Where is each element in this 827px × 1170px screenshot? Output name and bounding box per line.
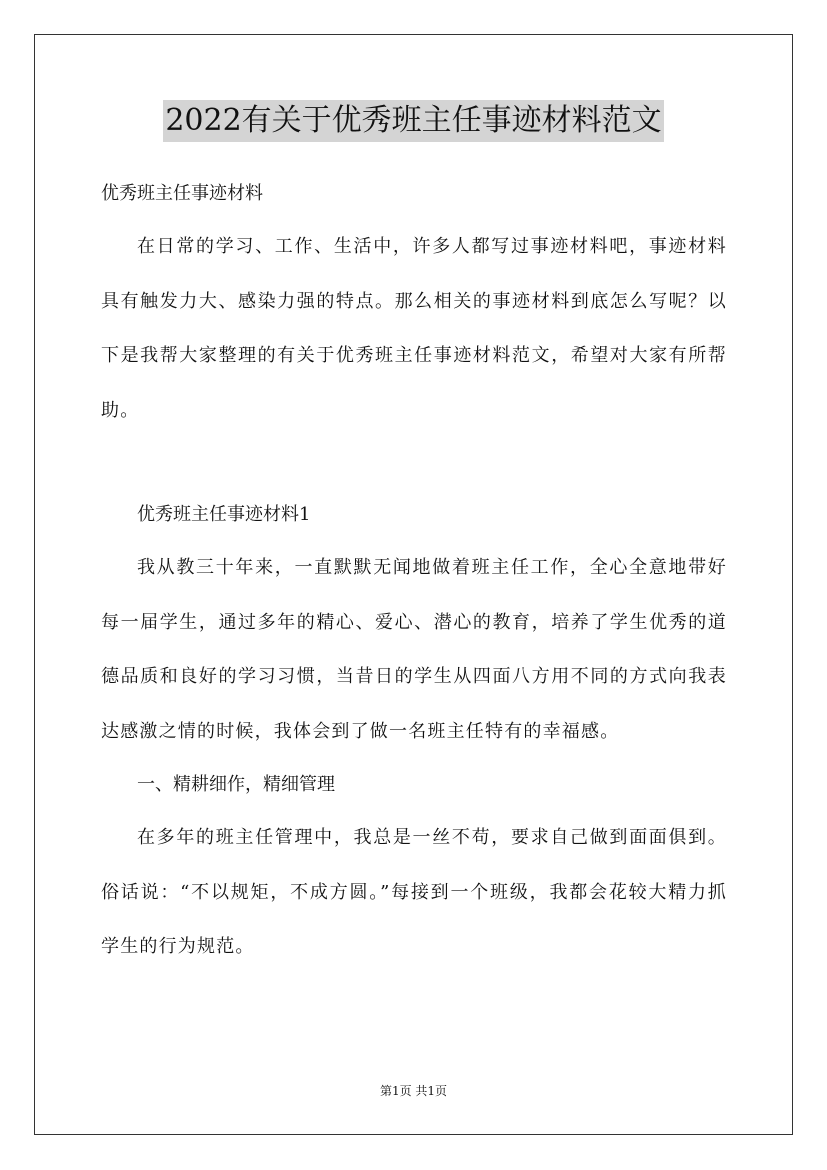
intro-paragraph: 在日常的学习、工作、生活中，许多人都写过事迹材料吧，事迹材料具有触发力大、感染力强的特点。那么相关的事迹材料到底怎么写呢？以下是我帮大家整理的有关于优秀班主任事迹材料范文，希望对大家有所帮助。: [101, 236, 727, 421]
body-paragraph-1: 我从教三十年来，一直默默无闻地做着班主任工作，全心全意地带好每一届学生，通过多年的精心、爱心、潜心的教育，培养了学生优秀的道德品质和良好的学习习惯，当昔日的学生从四面八方用不同的方式向我表达感激之情的时候，我体会到了做一名班主任特有的幸福感。: [101, 557, 727, 742]
document-title: 2022有关于优秀班主任事迹材料范文: [163, 100, 663, 142]
section-heading: 优秀班主任事迹材料1: [137, 504, 311, 525]
point-heading: 一、精耕细作，精细管理: [137, 774, 335, 795]
paragraph-gap: [101, 438, 727, 489]
page-footer: 第1页 共1页: [379, 1084, 448, 1098]
document-body: [101, 168, 727, 975]
body-paragraph-2: 在多年的班主任管理中，我总是一丝不苟，要求自己做到面面俱到。俗话说：“不以规矩，不成方圆。”每接到一个班级，我都会花较大精力抓学生的行为规范。: [101, 827, 727, 957]
document-subheading: 优秀班主任事迹材料: [101, 183, 263, 204]
title-container: [0, 100, 827, 142]
